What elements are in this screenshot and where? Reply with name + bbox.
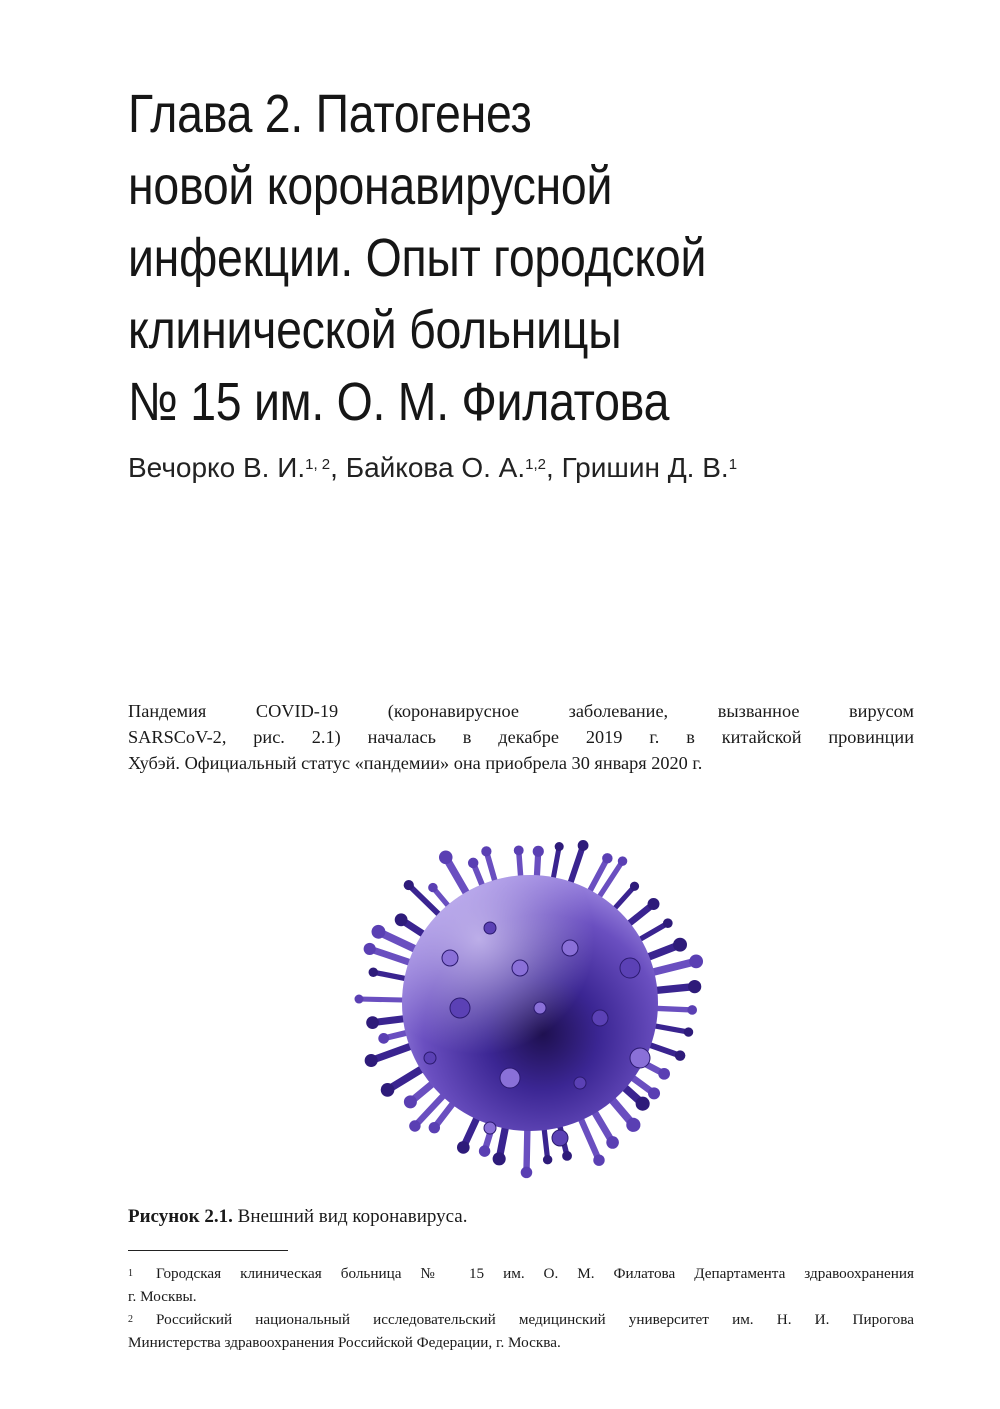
spike-stalk bbox=[446, 857, 469, 897]
surface-spike bbox=[534, 1002, 546, 1014]
spike-head bbox=[369, 967, 378, 976]
spike-head bbox=[354, 995, 363, 1004]
chapter-title-line: клинической больницы bbox=[128, 300, 622, 360]
spike-head bbox=[578, 840, 589, 851]
spike-stalk bbox=[652, 1008, 692, 1010]
footnote-number: 2 bbox=[128, 1314, 133, 1325]
spike-head bbox=[409, 1120, 420, 1131]
author-affiliation-marker: 1 bbox=[728, 456, 738, 473]
surface-spike bbox=[484, 922, 496, 934]
author-affiliation-marker: 1,2 bbox=[525, 456, 546, 473]
footnote-line bbox=[128, 1262, 914, 1285]
spike-head bbox=[626, 1118, 640, 1132]
spike-head bbox=[543, 1155, 552, 1164]
author-separator: , bbox=[330, 452, 346, 483]
intro-paragraph bbox=[128, 698, 914, 776]
spike-head bbox=[688, 980, 701, 993]
footnotes bbox=[128, 1262, 914, 1354]
spike-head bbox=[684, 1027, 693, 1036]
author-name: Вечорко В. И. bbox=[128, 452, 306, 483]
spike-head bbox=[395, 913, 408, 926]
spike-head bbox=[429, 1122, 440, 1133]
spike-head bbox=[521, 1167, 533, 1179]
paragraph-line: SARSCoV-2, рис. 2.1) началась в декабре 2019 г. в китайской провинции bbox=[128, 727, 914, 747]
figure-label: Рисунок 2.1. bbox=[128, 1206, 233, 1227]
footnote-text: Российский национальный исследовательский медицинский университет им. Н. И. Пирогова bbox=[156, 1311, 914, 1328]
spike-head bbox=[618, 856, 627, 865]
spike-head bbox=[636, 1097, 650, 1111]
author-separator: , bbox=[546, 452, 562, 483]
spike-head bbox=[630, 882, 639, 891]
footnote-divider bbox=[128, 1250, 288, 1251]
spike-stalk bbox=[370, 949, 415, 964]
spike-head bbox=[372, 925, 386, 939]
spike-head bbox=[673, 938, 687, 952]
spike-head bbox=[533, 846, 544, 857]
footnote-line: Министерства здравоохранения Российской Федерации, г. Москва. bbox=[128, 1334, 561, 1351]
spike-head bbox=[602, 853, 612, 863]
figure-caption bbox=[128, 1206, 467, 1228]
spike-head bbox=[481, 846, 491, 856]
figure-caption-text: Внешний вид коронавируса. bbox=[232, 1206, 468, 1227]
author-name: Гришин Д. В. bbox=[561, 452, 729, 483]
spike-head bbox=[366, 1016, 379, 1029]
spike-head bbox=[457, 1141, 470, 1154]
footnote-number: 1 bbox=[128, 1268, 133, 1279]
spike-head bbox=[648, 898, 660, 910]
surface-spike bbox=[424, 1052, 436, 1064]
spike-head bbox=[648, 1087, 660, 1099]
spike-head bbox=[658, 1068, 670, 1080]
spike-stalk bbox=[371, 1045, 415, 1061]
spike-head bbox=[593, 1155, 604, 1166]
coronavirus-illustration bbox=[340, 808, 720, 1193]
spike-head bbox=[493, 1152, 506, 1165]
surface-spike bbox=[620, 958, 640, 978]
footnote-line: г. Москвы. bbox=[128, 1288, 197, 1305]
spike-head bbox=[468, 858, 479, 869]
spike-head bbox=[381, 1083, 395, 1097]
surface-spike bbox=[574, 1077, 586, 1089]
surface-spike bbox=[484, 1122, 496, 1134]
spike-head bbox=[404, 880, 414, 890]
footnote-line bbox=[128, 1308, 914, 1331]
spike-head bbox=[364, 943, 376, 955]
author-name: Байкова О. А. bbox=[345, 452, 526, 483]
surface-spike bbox=[562, 940, 578, 956]
author-list bbox=[128, 452, 737, 484]
spike-head bbox=[689, 954, 703, 968]
surface-spike bbox=[442, 950, 458, 966]
chapter-title-line: Глава 2. Патогенез bbox=[128, 84, 532, 144]
chapter-title-line: № 15 им. О. М. Филатова bbox=[128, 372, 670, 432]
spike-stalk bbox=[526, 1125, 527, 1172]
spike-stalk bbox=[579, 1115, 599, 1160]
spike-head bbox=[606, 1136, 619, 1149]
surface-spike bbox=[500, 1068, 520, 1088]
paragraph-line: Хубэй. Официальный статус «пандемии» она приобрела 30 января 2020 г. bbox=[128, 753, 703, 773]
surface-spike bbox=[592, 1010, 608, 1026]
footnote bbox=[128, 1308, 914, 1354]
spike-head bbox=[365, 1054, 378, 1067]
spike-stalk bbox=[359, 999, 408, 1000]
spike-head bbox=[378, 1033, 389, 1044]
spike-head bbox=[562, 1151, 572, 1161]
virus-highlight bbox=[402, 875, 658, 1131]
paragraph-line: Пандемия COVID-19 (коронавирусное заболевание, вызванное вирусом bbox=[128, 701, 914, 721]
author-affiliation-marker: 1, 2 bbox=[305, 456, 331, 473]
chapter-title bbox=[128, 78, 816, 438]
spike-head bbox=[687, 1005, 697, 1015]
chapter-title-line: инфекции. Опыт городской bbox=[128, 228, 707, 288]
surface-spike bbox=[512, 960, 528, 976]
spike-stalk bbox=[569, 845, 583, 887]
spike-head bbox=[479, 1145, 490, 1156]
spike-head bbox=[404, 1095, 417, 1108]
footnote bbox=[128, 1262, 914, 1308]
footnote-text: Городская клиническая больница № 15 им. О. М. Филатова Департамента здравоохранения bbox=[156, 1265, 914, 1282]
spike-stalk bbox=[648, 961, 696, 973]
spike-head bbox=[428, 883, 437, 892]
spike-head bbox=[555, 842, 564, 851]
chapter-title-line: новой коронавирусной bbox=[128, 156, 613, 216]
spike-head bbox=[439, 851, 453, 865]
spike-head bbox=[514, 845, 524, 855]
spike-head bbox=[675, 1050, 686, 1061]
surface-spike bbox=[450, 998, 470, 1018]
surface-spike bbox=[552, 1130, 568, 1146]
spike-head bbox=[663, 918, 673, 928]
surface-spike bbox=[630, 1048, 650, 1068]
